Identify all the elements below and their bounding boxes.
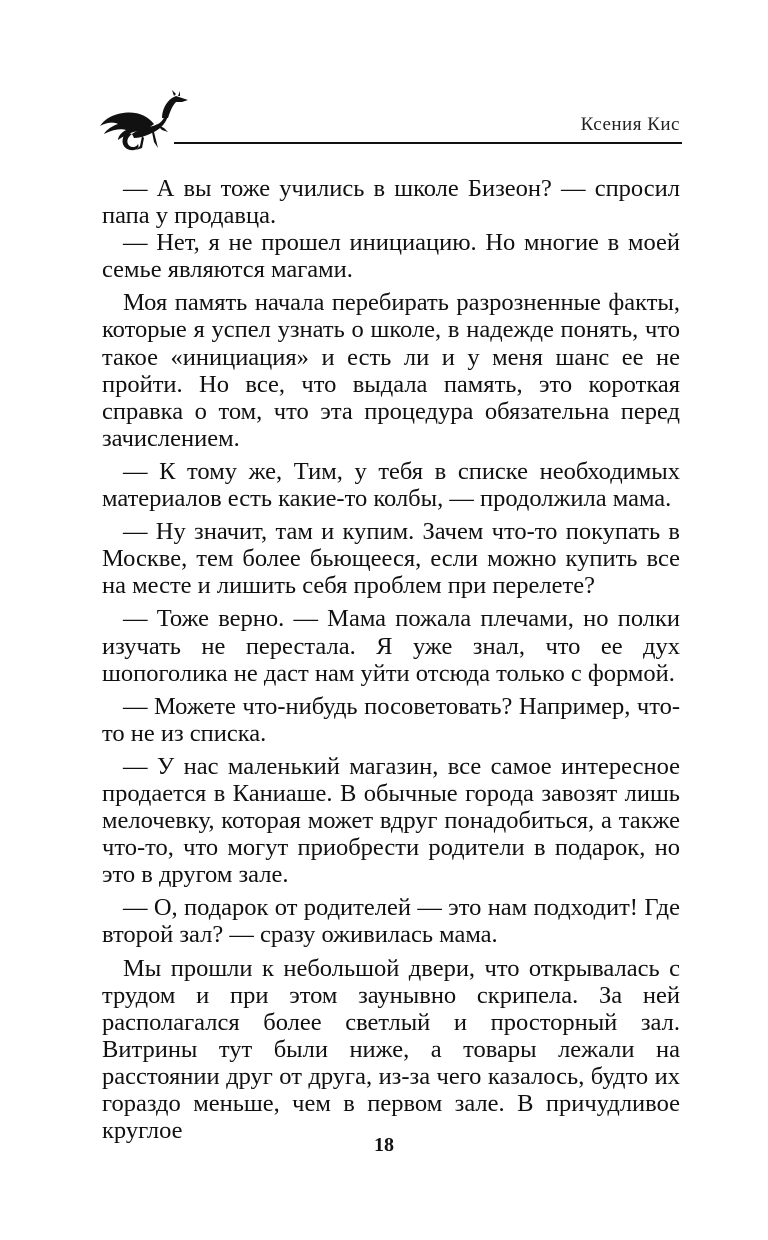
paragraph: Моя память начала перебирать разрозненные факты, которые я успел узнать о школе, в надежде понять, что такое «инициация» и есть ли и у меня шанс ее не пройти. Но все, что выдала память, это короткая справка о том, что эта процедура обязательна перед зачислением.	[102, 289, 680, 452]
paragraph: — О, подарок от родителей — это нам подходит! Где второй зал? — сразу оживилась мама.	[102, 894, 680, 949]
paragraph: — А вы тоже учились в школе Бизеон? — спросил папа у продавца.	[102, 175, 680, 230]
paragraph: — Тоже верно. — Мама пожала плечами, но полки изучать не перестала. Я уже знал, что ее дух шопоголика не даст нам уйти отсюда только с формой.	[102, 605, 680, 687]
page-header	[96, 88, 682, 158]
paragraph: — Ну значит, там и купим. Зачем что-то покупать в Москве, тем более бьющееся, если можно купить все на месте и лишить себя проблем при перелете?	[102, 518, 680, 600]
running-header-author: Ксения Кис	[580, 114, 680, 135]
page-body	[102, 175, 680, 1144]
paragraph: — Нет, я не прошел инициацию. Но многие в моей семье являются магами.	[102, 229, 680, 284]
paragraph: — У нас маленький магазин, все самое интересное продается в Каниаше. В обычные города завозят лишь мелочевку, которая может вдруг понадобиться, а также что-то, что могут приобрести родители в подарок, но это в другом зале.	[102, 752, 680, 889]
paragraph: — Можете что-нибудь посоветовать? Например, что-то не из списка.	[102, 692, 680, 747]
paragraph: Мы прошли к небольшой двери, что открывалась с трудом и при этом заунывно скрипела. За ней располагался более светлый и просторный зал. Витрины тут были ниже, а товары лежали на расстоянии друг от друга, из-за чего казалось, будто их гораздо меньше, чем в первом зале. В причудливое круглое	[102, 954, 680, 1145]
paragraph: — К тому же, Тим, у тебя в списке необходимых материалов есть какие-то колбы, — продолжила мама.	[102, 457, 680, 513]
page-number: 18	[374, 1134, 394, 1156]
dragon-icon	[96, 88, 196, 158]
header-rule	[174, 142, 682, 144]
